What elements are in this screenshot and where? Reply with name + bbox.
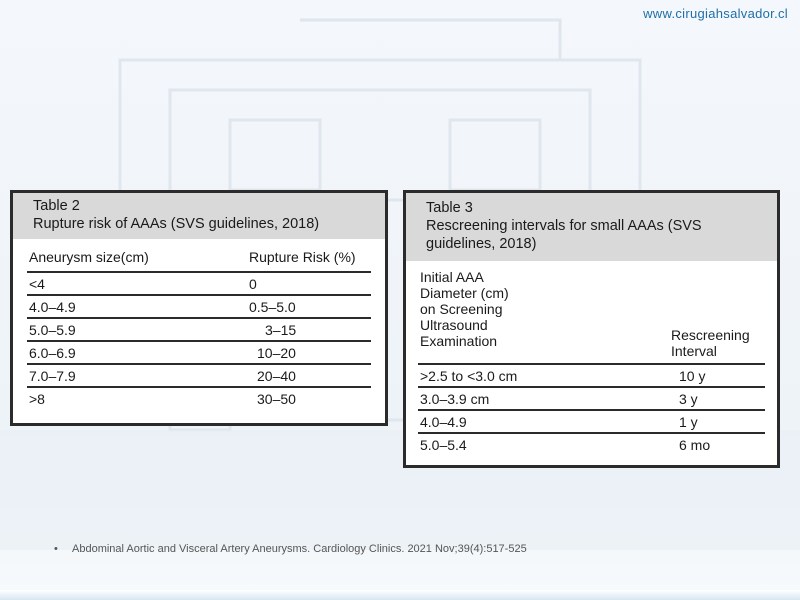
cell-diameter: 3.0–3.9 cm: [420, 391, 490, 407]
cell-diameter: >2.5 to <3.0 cm: [420, 368, 518, 384]
column-header-size: Aneurysm size(cm): [29, 249, 149, 265]
cell-risk: 0.5–5.0: [249, 299, 296, 315]
cell-size: 7.0–7.9: [29, 368, 76, 384]
cell-risk: 3–15: [265, 322, 297, 338]
table-subtitle: guidelines, 2018): [426, 236, 537, 252]
cell-risk: 30–50: [257, 391, 296, 407]
table-header: [406, 193, 777, 261]
cell-interval: 6 mo: [679, 437, 711, 453]
footer-bar: [0, 590, 800, 600]
cell-interval: 3 y: [679, 391, 698, 407]
column-headers: [27, 249, 371, 273]
table-row: [418, 388, 765, 411]
cell-diameter: 5.0–5.4: [420, 437, 467, 453]
site-url: www.cirugiahsalvador.cl: [643, 6, 788, 21]
cell-size: 4.0–4.9: [29, 299, 76, 315]
table-subtitle: Rescreening intervals for small AAAs (SVS: [426, 218, 702, 234]
table-title: Table 3: [426, 200, 473, 216]
table-row: [418, 365, 765, 388]
cell-risk: 0: [249, 276, 257, 292]
table-row: [27, 365, 371, 388]
table-subtitle: Rupture risk of AAAs (SVS guidelines, 2018): [33, 216, 320, 232]
table-row: [27, 388, 371, 409]
table-row: [27, 342, 371, 365]
column-header-risk: Rupture Risk (%): [249, 249, 356, 265]
table-row: [418, 434, 765, 455]
cell-size: >8: [29, 391, 45, 407]
cell-interval: 1 y: [679, 414, 698, 430]
table-body: [13, 273, 385, 409]
table-title: Table 2: [33, 198, 80, 214]
table-rupture-risk: [10, 190, 388, 426]
cell-risk: 10–20: [257, 345, 296, 361]
column-header-diameter: Initial AAA Diameter (cm) on Screening Ultrasound Examination: [420, 269, 509, 349]
cell-diameter: 4.0–4.9: [420, 414, 467, 430]
table-row: [27, 296, 371, 319]
table-rescreening-intervals: [403, 190, 780, 468]
table-body: [406, 365, 777, 455]
cell-interval: 10 y: [679, 368, 706, 384]
table-row: [27, 273, 371, 296]
table-row: [418, 411, 765, 434]
table-row: [27, 319, 371, 342]
citation-text: Abdominal Aortic and Visceral Artery Aneurysms. Cardiology Clinics. 2021 Nov;39(4):517-525: [72, 543, 527, 555]
table-header: [13, 193, 385, 239]
cell-size: 6.0–6.9: [29, 345, 76, 361]
cell-risk: 20–40: [257, 368, 296, 384]
column-headers: [418, 269, 765, 365]
cell-size: 5.0–5.9: [29, 322, 76, 338]
cell-size: <4: [29, 276, 45, 292]
bullet-icon: •: [54, 543, 58, 555]
column-header-interval: Rescreening Interval: [671, 327, 750, 359]
